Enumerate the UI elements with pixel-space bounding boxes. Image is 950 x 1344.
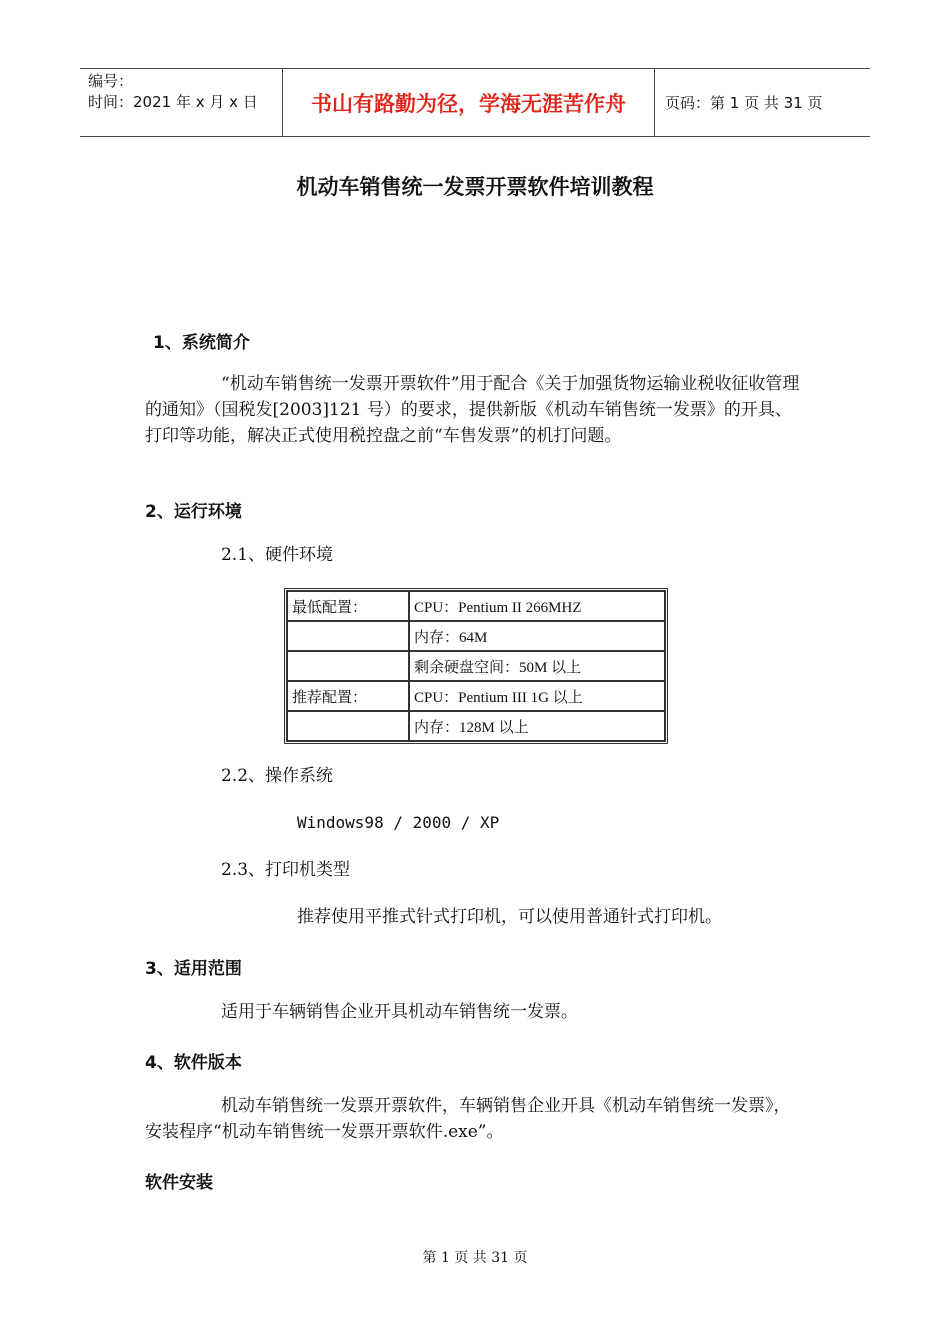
subsection-hardware: 2.1、硬件环境 [221,545,334,565]
header-page-info: 页码：第 1 页 共 31 页 [665,94,823,112]
header-motto: 书山有路勤为径，学海无涯苦作舟 [282,69,655,136]
document-number-label: 编号： [88,72,134,90]
section-1-paragraph: “机动车销售统一发票开票软件”用于配合《关于加强货物运输业税收征收管理的通知》（国税发[2003]121 号）的要求，提供新版《机动车销售统一发票》的开具、打印等功能，解决正式使用税控盘之前“车售发票”的机打问题。 [145,374,800,446]
table-row [287,651,665,681]
printer-text: 推荐使用平推式针式打印机，可以使用普通针式打印机。 [297,907,722,927]
table-cell: CPU：Pentium III 1G 以上 [409,681,665,711]
section-4-paragraph: 机动车销售统一发票开票软件，车辆销售企业开具《机动车销售统一发票》，安装程序“机动车销售统一发票开票软件.exe”。 [145,1096,791,1142]
table-cell: 剩余硬盘空间：50M 以上 [409,651,665,681]
table-cell: 内存：64M [409,621,665,651]
table-cell [287,621,409,651]
table-cell: 最低配置： [287,591,409,621]
hardware-table [284,588,668,744]
page-header [80,68,870,137]
table-row [287,591,665,621]
table-cell [287,711,409,741]
subsection-os: 2.2、操作系统 [221,766,334,786]
section-heading-1: 1、系统简介 [153,333,250,353]
document-title: 机动车销售统一发票开票软件培训教程 [296,175,654,199]
table-cell [287,651,409,681]
section-heading-3: 3、适用范围 [145,959,242,979]
os-list: Windows98 / 2000 / XP [297,813,500,832]
table-cell: 推荐配置： [287,681,409,711]
table-row [287,711,665,741]
table-row [287,621,665,651]
table-cell: CPU：Pentium II 266MHZ [409,591,665,621]
subsection-printer: 2.3、打印机类型 [221,860,351,880]
table-cell: 内存：128M 以上 [409,711,665,741]
header-meta [80,69,282,136]
section-heading-2: 2、运行环境 [145,502,242,522]
page-footer: 第 1 页 共 31 页 [422,1250,528,1266]
section-3-text: 适用于车辆销售企业开具机动车销售统一发票。 [221,1002,578,1022]
date-label: 时间：2021 年 x 月 x 日 [88,93,258,111]
table-row [287,681,665,711]
section-heading-4: 4、软件版本 [145,1053,242,1073]
install-heading: 软件安装 [145,1173,213,1193]
